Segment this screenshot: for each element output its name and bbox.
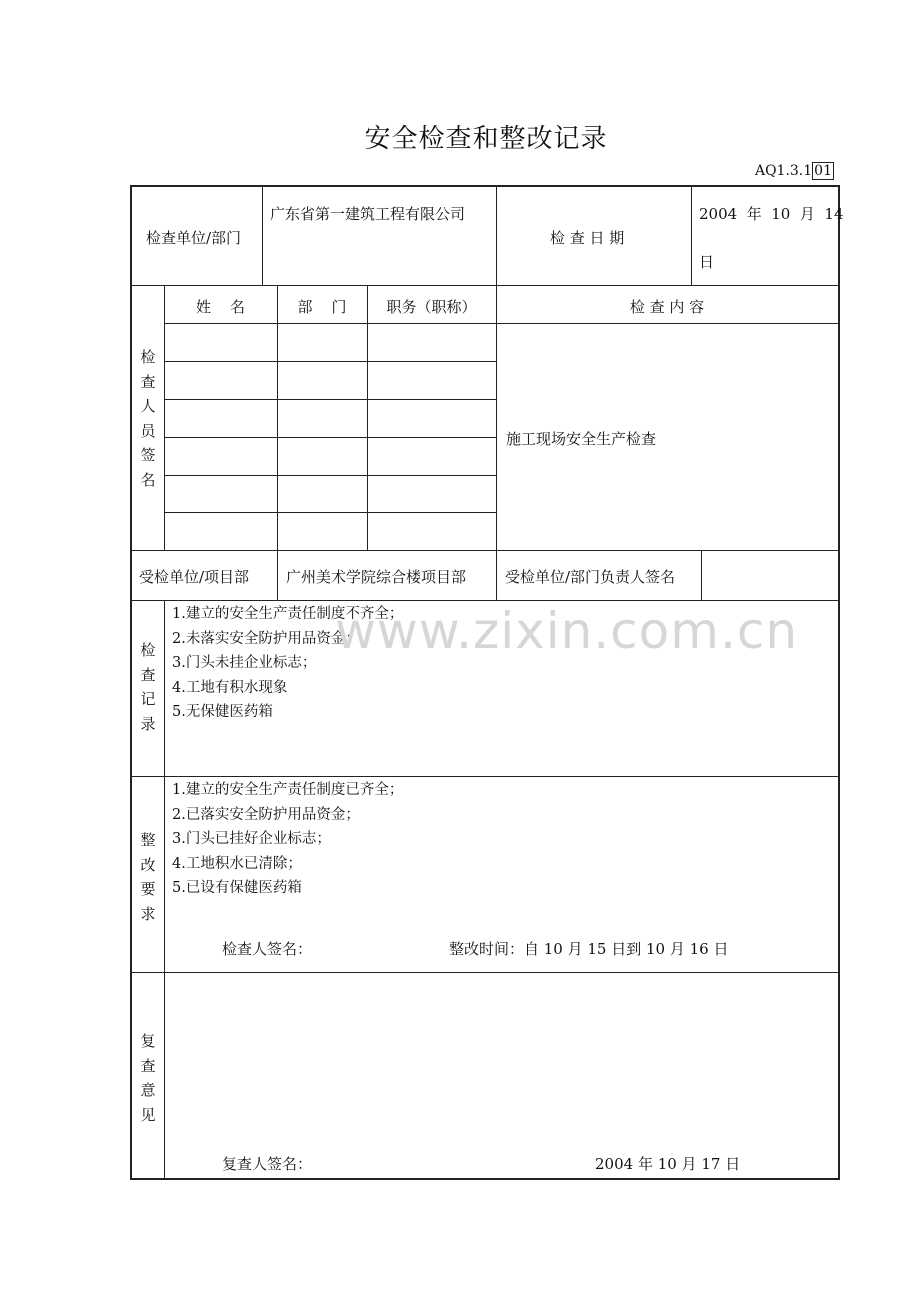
document-code-prefix: AQ1.3.1 xyxy=(754,163,813,179)
list-item: 3.门头已挂好企业标志； xyxy=(172,831,331,848)
rectification-label: 整改要求 xyxy=(140,831,156,923)
rule xyxy=(496,550,497,600)
review-opinion-label: 复查意见 xyxy=(140,1032,156,1124)
rule xyxy=(132,972,838,973)
rule xyxy=(164,323,838,324)
list-item: 1.建立的安全生产责任制度已齐全； xyxy=(172,782,404,798)
list-item: 2.已落实安全防护用品资金； xyxy=(172,806,360,823)
inspection-record-label: 检查记录 xyxy=(140,641,156,733)
document-title: 安全检查和整改记录 xyxy=(364,124,608,154)
list-item: 4.工地积水已清除； xyxy=(172,855,302,872)
rule xyxy=(132,600,838,601)
inspected-signer-label: 受检单位/部门负责人签名 xyxy=(505,568,676,586)
rectification-period: 整改时间：自 10 月 15 日到 10 月 16 日 xyxy=(449,940,729,958)
rule xyxy=(496,187,497,285)
rule xyxy=(367,285,368,550)
column-header-name: 姓 名 xyxy=(195,298,246,316)
reviewer-signature-label: 复查人签名： xyxy=(222,1155,313,1173)
document-code-number: 01 xyxy=(814,163,832,179)
record-form xyxy=(130,185,844,1180)
column-header-department: 部 门 xyxy=(297,298,347,316)
rule xyxy=(277,285,278,550)
rule xyxy=(164,600,165,1178)
list-item: 4.工地有积水现象 xyxy=(172,679,288,696)
rectification-list xyxy=(172,778,403,901)
document-code xyxy=(755,163,834,179)
rule xyxy=(277,550,278,600)
rule xyxy=(164,437,496,438)
rule xyxy=(164,361,496,362)
inspected-unit-label: 受检单位/项目部 xyxy=(139,568,250,586)
review-date: 2004 年 10 月 17 日 xyxy=(595,1155,741,1173)
watermark: www.zixin.com.cn xyxy=(335,602,799,660)
inspector-signature-label: 检查人签名： xyxy=(222,940,313,958)
inspection-date-value-line2: 日 xyxy=(699,253,715,271)
rule xyxy=(132,776,838,777)
rule xyxy=(164,399,496,400)
inspecting-unit-label: 检查单位/部门 xyxy=(146,229,242,247)
rule xyxy=(164,285,165,550)
rule xyxy=(496,285,497,550)
rule xyxy=(164,475,496,476)
inspection-date-value-line1: 2004 年 10 月 14 xyxy=(699,205,844,223)
column-header-position: 职务（职称） xyxy=(386,298,477,316)
rule xyxy=(132,285,838,286)
list-item: 5.已设有保健医药箱 xyxy=(172,880,302,897)
inspected-unit-value: 广州美术学院综合楼项目部 xyxy=(286,568,467,586)
rule xyxy=(262,187,263,285)
inspection-date-label: 检 查 日 期 xyxy=(550,229,625,247)
rule xyxy=(164,512,496,513)
inspection-content-value: 施工现场安全生产检查 xyxy=(506,430,657,448)
list-item: 2.未落实安全防护用品资金； xyxy=(172,630,360,647)
rule xyxy=(691,187,692,285)
list-item: 5.无保健医药箱 xyxy=(172,704,273,721)
inspecting-unit-value: 广东省第一建筑工程有限公司 xyxy=(270,205,466,223)
list-item: 3.门头未挂企业标志； xyxy=(172,655,317,672)
list-item: 1.建立的安全生产责任制度不齐全； xyxy=(172,606,404,622)
rule xyxy=(701,550,702,600)
rule xyxy=(132,550,838,551)
column-header-content: 检 查 内 容 xyxy=(629,298,705,316)
inspectors-signature-label: 检查人员签名 xyxy=(140,348,156,489)
